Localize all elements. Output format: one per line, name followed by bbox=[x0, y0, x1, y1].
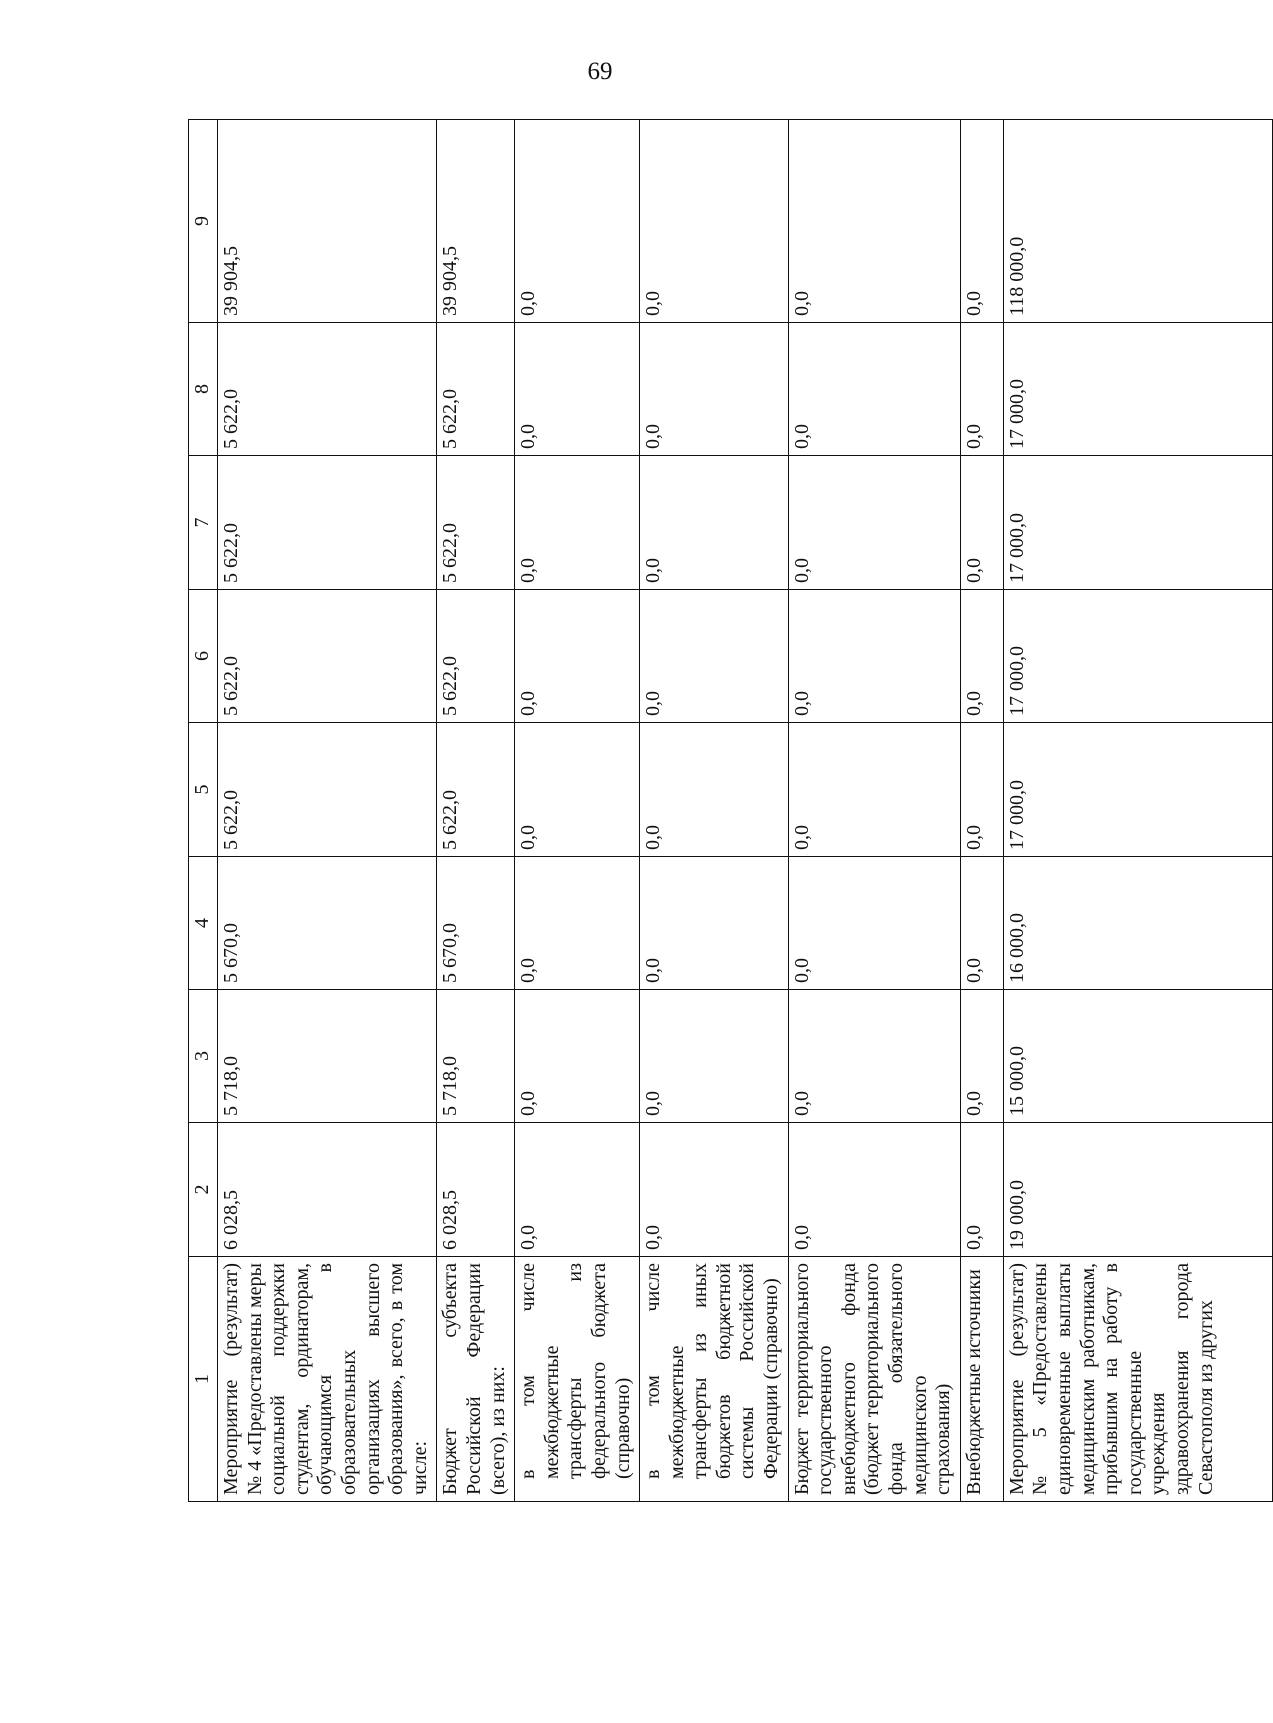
column-number: 8 bbox=[189, 323, 218, 456]
column-number: 1 bbox=[189, 1257, 218, 1502]
table-cell: 0,0 bbox=[788, 723, 960, 857]
row-label: Бюджет территориального государственного внебюджетного фонда (бюджет территориального фонда обязательного медицинского страхования) bbox=[788, 1257, 960, 1502]
table-cell: 5 718,0 bbox=[437, 990, 515, 1123]
row-label: Внебюджетные источники bbox=[960, 1257, 1003, 1502]
table-cell: 0,0 bbox=[640, 120, 789, 323]
table-cell: 0,0 bbox=[640, 723, 789, 857]
row-label: в том числе межбюджетные трансферты из федерального бюджета (справочно) bbox=[515, 1257, 640, 1502]
table-cell: 0,0 bbox=[515, 456, 640, 590]
table-cell: 19 000,0 bbox=[1003, 1123, 1272, 1257]
table-cell: 118 000,0 bbox=[1003, 120, 1272, 323]
table-cell: 0,0 bbox=[788, 857, 960, 990]
column-number-row bbox=[189, 120, 218, 1502]
table-row bbox=[788, 120, 960, 1502]
table-cell: 0,0 bbox=[640, 590, 789, 723]
table-cell: 0,0 bbox=[640, 323, 789, 456]
table-cell: 17 000,0 bbox=[1003, 723, 1272, 857]
table-cell: 15 000,0 bbox=[1003, 990, 1272, 1123]
column-number: 9 bbox=[189, 120, 218, 323]
table-cell: 0,0 bbox=[960, 723, 1003, 857]
column-number: 3 bbox=[189, 990, 218, 1123]
table-cell: 39 904,5 bbox=[218, 120, 437, 323]
table-cell: 0,0 bbox=[515, 1123, 640, 1257]
table-cell: 5 622,0 bbox=[218, 723, 437, 857]
table-cell: 0,0 bbox=[788, 990, 960, 1123]
table-cell: 5 622,0 bbox=[218, 456, 437, 590]
table-row bbox=[218, 120, 437, 1502]
table-row bbox=[437, 120, 515, 1502]
table-cell: 5 718,0 bbox=[218, 990, 437, 1123]
table-cell: 0,0 bbox=[960, 857, 1003, 990]
table-cell: 6 028,5 bbox=[437, 1123, 515, 1257]
table-cell: 5 670,0 bbox=[218, 857, 437, 990]
table-row bbox=[640, 120, 789, 1502]
column-number: 7 bbox=[189, 456, 218, 590]
table-cell: 0,0 bbox=[788, 323, 960, 456]
table-cell: 6 028,5 bbox=[218, 1123, 437, 1257]
table-cell: 0,0 bbox=[515, 590, 640, 723]
table-cell: 0,0 bbox=[515, 857, 640, 990]
table-cell: 5 622,0 bbox=[437, 323, 515, 456]
table-row bbox=[1003, 120, 1272, 1502]
table-cell: 0,0 bbox=[960, 323, 1003, 456]
table-cell: 17 000,0 bbox=[1003, 323, 1272, 456]
table-cell: 0,0 bbox=[788, 590, 960, 723]
table-cell: 17 000,0 bbox=[1003, 590, 1272, 723]
table-cell: 5 622,0 bbox=[437, 723, 515, 857]
table-cell: 16 000,0 bbox=[1003, 857, 1272, 990]
table-cell: 5 622,0 bbox=[218, 323, 437, 456]
table-cell: 0,0 bbox=[640, 1123, 789, 1257]
table-cell: 0,0 bbox=[788, 1123, 960, 1257]
budget-table bbox=[188, 119, 1273, 1502]
table-cell: 0,0 bbox=[788, 120, 960, 323]
column-number: 4 bbox=[189, 857, 218, 990]
table-cell: 0,0 bbox=[960, 120, 1003, 323]
row-label: Мероприятие (результат) № 4 «Предоставлены меры социальной поддержки студентам, ординаторам, обучающимся в образовательных организациях высшего образования», всего, в том числе: bbox=[218, 1257, 437, 1502]
table-cell: 0,0 bbox=[515, 323, 640, 456]
column-number: 6 bbox=[189, 590, 218, 723]
row-label: в том числе межбюджетные трансферты из иных бюджетов бюджетной системы Российской Федерации (справочно) bbox=[640, 1257, 789, 1502]
column-number: 5 bbox=[189, 723, 218, 857]
budget-table-rotated bbox=[188, 120, 1217, 1502]
table-cell: 17 000,0 bbox=[1003, 456, 1272, 590]
column-number: 2 bbox=[189, 1123, 218, 1257]
table-cell: 5 622,0 bbox=[218, 590, 437, 723]
table-cell: 0,0 bbox=[515, 120, 640, 323]
table-cell: 0,0 bbox=[640, 857, 789, 990]
table-cell: 0,0 bbox=[640, 990, 789, 1123]
table-cell: 0,0 bbox=[788, 456, 960, 590]
table-cell: 0,0 bbox=[960, 1123, 1003, 1257]
row-label: Мероприятие (результат) № 5 «Предоставлены единовременные выплаты медицинским работникам, прибывшим на работу в государственные учреждения здравоохранения города Севастополя из других bbox=[1003, 1257, 1272, 1502]
table-cell: 0,0 bbox=[960, 990, 1003, 1123]
table-cell: 5 670,0 bbox=[437, 857, 515, 990]
table-cell: 0,0 bbox=[515, 990, 640, 1123]
table-cell: 0,0 bbox=[960, 590, 1003, 723]
table-cell: 39 904,5 bbox=[437, 120, 515, 323]
table-cell: 0,0 bbox=[640, 456, 789, 590]
table-row bbox=[960, 120, 1003, 1502]
table-cell: 0,0 bbox=[960, 456, 1003, 590]
table-row bbox=[515, 120, 640, 1502]
table-cell: 5 622,0 bbox=[437, 456, 515, 590]
table-cell: 0,0 bbox=[515, 723, 640, 857]
page-number: 69 bbox=[587, 58, 613, 85]
table-cell: 5 622,0 bbox=[437, 590, 515, 723]
row-label: Бюджет субъекта Российской Федерации (всего), из них: bbox=[437, 1257, 515, 1502]
